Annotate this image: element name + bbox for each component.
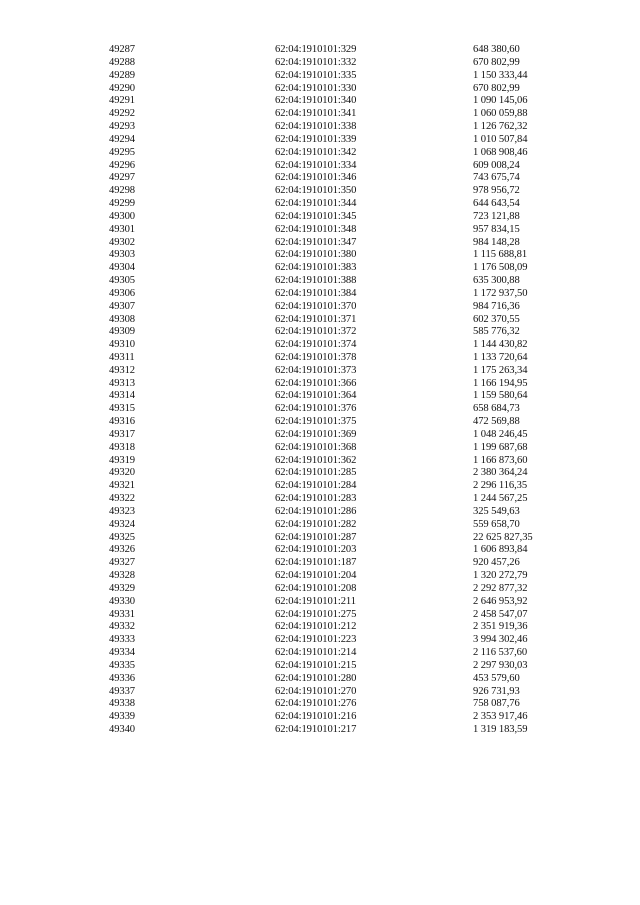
cadastral-number-cell: 62:04:1910101:371 bbox=[275, 313, 357, 325]
row-number-cell: 49299 bbox=[109, 198, 135, 210]
value-cell: 984 716,36 bbox=[473, 300, 520, 312]
cadastral-number-cell: 62:04:1910101:212 bbox=[275, 621, 357, 633]
value-cell: 1 150 333,44 bbox=[473, 69, 528, 81]
cadastral-number-cell: 62:04:1910101:338 bbox=[275, 121, 357, 133]
value-cell: 1 244 567,25 bbox=[473, 493, 528, 505]
row-number-cell: 49305 bbox=[109, 275, 135, 287]
value-cell: 1 176 508,09 bbox=[473, 262, 528, 274]
cadastral-number-cell: 62:04:1910101:376 bbox=[275, 403, 357, 415]
row-number-cell: 49329 bbox=[109, 582, 135, 594]
table-row bbox=[109, 467, 563, 480]
row-number-cell: 49290 bbox=[109, 82, 135, 94]
row-number-cell: 49338 bbox=[109, 698, 135, 710]
table-row bbox=[109, 326, 563, 339]
cadastral-number-cell: 62:04:1910101:369 bbox=[275, 428, 357, 440]
row-number-cell: 49308 bbox=[109, 313, 135, 325]
row-number-cell: 49294 bbox=[109, 133, 135, 145]
value-cell: 1 144 430,82 bbox=[473, 339, 528, 351]
table-row bbox=[109, 583, 563, 596]
cadastral-number-cell: 62:04:1910101:388 bbox=[275, 275, 357, 287]
value-cell: 1 126 762,32 bbox=[473, 121, 528, 133]
table-row bbox=[109, 378, 563, 391]
table-row bbox=[109, 608, 563, 621]
value-cell: 1 159 580,64 bbox=[473, 390, 528, 402]
row-number-cell: 49319 bbox=[109, 454, 135, 466]
value-cell: 1 606 893,84 bbox=[473, 544, 528, 556]
value-cell: 2 116 537,60 bbox=[473, 647, 528, 659]
cadastral-number-cell: 62:04:1910101:282 bbox=[275, 518, 357, 530]
row-number-cell: 49296 bbox=[109, 159, 135, 171]
row-number-cell: 49311 bbox=[109, 351, 135, 363]
table-row bbox=[109, 172, 563, 185]
table-row bbox=[109, 673, 563, 686]
row-number-cell: 49335 bbox=[109, 659, 135, 671]
row-number-cell: 49325 bbox=[109, 531, 135, 543]
cadastral-number-cell: 62:04:1910101:285 bbox=[275, 467, 357, 479]
row-number-cell: 49332 bbox=[109, 621, 135, 633]
cadastral-number-cell: 62:04:1910101:370 bbox=[275, 300, 357, 312]
value-cell: 2 292 877,32 bbox=[473, 582, 528, 594]
table-row bbox=[109, 301, 563, 314]
value-cell: 1 320 272,79 bbox=[473, 570, 528, 582]
value-cell: 2 458 547,07 bbox=[473, 608, 528, 620]
table-row bbox=[109, 634, 563, 647]
cadastral-number-cell: 62:04:1910101:270 bbox=[275, 685, 357, 697]
value-cell: 2 297 930,03 bbox=[473, 659, 528, 671]
row-number-cell: 49293 bbox=[109, 121, 135, 133]
table-row bbox=[109, 288, 563, 301]
row-number-cell: 49327 bbox=[109, 557, 135, 569]
cadastral-number-cell: 62:04:1910101:280 bbox=[275, 672, 357, 684]
cadastral-number-cell: 62:04:1910101:204 bbox=[275, 570, 357, 582]
row-number-cell: 49287 bbox=[109, 44, 135, 56]
value-cell: 472 569,88 bbox=[473, 416, 520, 428]
table-row bbox=[109, 224, 563, 237]
table-row bbox=[109, 647, 563, 660]
table-body bbox=[109, 44, 563, 737]
value-cell: 1 090 145,06 bbox=[473, 95, 528, 107]
value-cell: 723 121,88 bbox=[473, 210, 520, 222]
value-cell: 920 457,26 bbox=[473, 557, 520, 569]
cadastral-number-cell: 62:04:1910101:223 bbox=[275, 634, 357, 646]
row-number-cell: 49310 bbox=[109, 339, 135, 351]
value-cell: 2 296 116,35 bbox=[473, 480, 528, 492]
cadastral-number-cell: 62:04:1910101:287 bbox=[275, 531, 357, 543]
row-number-cell: 49309 bbox=[109, 326, 135, 338]
value-cell: 1 115 688,81 bbox=[473, 249, 528, 261]
row-number-cell: 49295 bbox=[109, 146, 135, 158]
table-row bbox=[109, 455, 563, 468]
cadastral-number-cell: 62:04:1910101:372 bbox=[275, 326, 357, 338]
value-cell: 2 351 919,36 bbox=[473, 621, 528, 633]
value-cell: 602 370,55 bbox=[473, 313, 520, 325]
row-number-cell: 49331 bbox=[109, 608, 135, 620]
value-cell: 1 133 720,64 bbox=[473, 351, 528, 363]
table-row bbox=[109, 519, 563, 532]
row-number-cell: 49288 bbox=[109, 56, 135, 68]
value-cell: 957 834,15 bbox=[473, 223, 520, 235]
table-row bbox=[109, 185, 563, 198]
row-number-cell: 49312 bbox=[109, 364, 135, 376]
value-cell: 1 068 908,46 bbox=[473, 146, 528, 158]
row-number-cell: 49302 bbox=[109, 236, 135, 248]
row-number-cell: 49316 bbox=[109, 416, 135, 428]
value-cell: 758 087,76 bbox=[473, 698, 520, 710]
cadastral-number-cell: 62:04:1910101:362 bbox=[275, 454, 357, 466]
row-number-cell: 49339 bbox=[109, 711, 135, 723]
table-row bbox=[109, 313, 563, 326]
row-number-cell: 49324 bbox=[109, 518, 135, 530]
table-row bbox=[109, 249, 563, 262]
table-row bbox=[109, 557, 563, 570]
row-number-cell: 49318 bbox=[109, 441, 135, 453]
row-number-cell: 49340 bbox=[109, 724, 135, 735]
value-cell: 2 646 953,92 bbox=[473, 595, 528, 607]
value-cell: 984 148,28 bbox=[473, 236, 520, 248]
table-row bbox=[109, 724, 563, 737]
row-number-cell: 49321 bbox=[109, 480, 135, 492]
row-number-cell: 49307 bbox=[109, 300, 135, 312]
table-row bbox=[109, 365, 563, 378]
cadastral-number-cell: 62:04:1910101:344 bbox=[275, 198, 357, 210]
value-cell: 1 060 059,88 bbox=[473, 108, 528, 120]
cadastral-number-cell: 62:04:1910101:208 bbox=[275, 582, 357, 594]
table-row bbox=[109, 159, 563, 172]
cadastral-number-cell: 62:04:1910101:350 bbox=[275, 185, 357, 197]
value-cell: 2 353 917,46 bbox=[473, 711, 528, 723]
table-row bbox=[109, 262, 563, 275]
cadastral-number-cell: 62:04:1910101:211 bbox=[275, 595, 356, 607]
row-number-cell: 49322 bbox=[109, 493, 135, 505]
table-row bbox=[109, 416, 563, 429]
row-number-cell: 49298 bbox=[109, 185, 135, 197]
value-cell: 609 008,24 bbox=[473, 159, 520, 171]
cadastral-number-cell: 62:04:1910101:214 bbox=[275, 647, 357, 659]
value-cell: 1 010 507,84 bbox=[473, 133, 528, 145]
value-cell: 1 175 263,34 bbox=[473, 364, 528, 376]
cadastral-number-cell: 62:04:1910101:384 bbox=[275, 287, 357, 299]
table-row bbox=[109, 390, 563, 403]
cadastral-number-cell: 62:04:1910101:345 bbox=[275, 210, 357, 222]
table-row bbox=[109, 544, 563, 557]
table-row bbox=[109, 339, 563, 352]
table-row bbox=[109, 108, 563, 121]
value-cell: 978 956,72 bbox=[473, 185, 520, 197]
table-row bbox=[109, 711, 563, 724]
cadastral-number-cell: 62:04:1910101:216 bbox=[275, 711, 357, 723]
value-cell: 926 731,93 bbox=[473, 685, 520, 697]
cadastral-number-cell: 62:04:1910101:335 bbox=[275, 69, 357, 81]
cadastral-number-cell: 62:04:1910101:284 bbox=[275, 480, 357, 492]
value-cell: 648 380,60 bbox=[473, 44, 520, 56]
table-row bbox=[109, 403, 563, 416]
row-number-cell: 49337 bbox=[109, 685, 135, 697]
table-row bbox=[109, 506, 563, 519]
row-number-cell: 49297 bbox=[109, 172, 135, 184]
row-number-cell: 49334 bbox=[109, 647, 135, 659]
value-cell: 22 625 827,35 bbox=[473, 531, 533, 543]
value-cell: 658 684,73 bbox=[473, 403, 520, 415]
cadastral-number-cell: 62:04:1910101:378 bbox=[275, 351, 357, 363]
table-row bbox=[109, 134, 563, 147]
value-cell: 1 048 246,45 bbox=[473, 428, 528, 440]
row-number-cell: 49333 bbox=[109, 634, 135, 646]
value-cell: 2 380 364,24 bbox=[473, 467, 528, 479]
value-cell: 1 166 194,95 bbox=[473, 377, 528, 389]
cadastral-number-cell: 62:04:1910101:275 bbox=[275, 608, 357, 620]
cadastral-number-cell: 62:04:1910101:203 bbox=[275, 544, 357, 556]
table-row bbox=[109, 570, 563, 583]
table-row bbox=[109, 685, 563, 698]
cadastral-number-cell: 62:04:1910101:340 bbox=[275, 95, 357, 107]
cadastral-number-cell: 62:04:1910101:217 bbox=[275, 724, 357, 735]
cadastral-number-cell: 62:04:1910101:341 bbox=[275, 108, 357, 120]
table-row bbox=[109, 352, 563, 365]
table-row bbox=[109, 493, 563, 506]
value-cell: 1 199 687,68 bbox=[473, 441, 528, 453]
value-cell: 670 802,99 bbox=[473, 56, 520, 68]
row-number-cell: 49292 bbox=[109, 108, 135, 120]
cadastral-number-cell: 62:04:1910101:187 bbox=[275, 557, 357, 569]
cadastral-number-cell: 62:04:1910101:334 bbox=[275, 159, 357, 171]
table-row bbox=[109, 70, 563, 83]
cadastral-number-cell: 62:04:1910101:375 bbox=[275, 416, 357, 428]
table-row bbox=[109, 211, 563, 224]
table-row bbox=[109, 660, 563, 673]
value-cell: 559 658,70 bbox=[473, 518, 520, 530]
row-number-cell: 49300 bbox=[109, 210, 135, 222]
table-row bbox=[109, 236, 563, 249]
cadastral-number-cell: 62:04:1910101:346 bbox=[275, 172, 357, 184]
value-cell: 1 319 183,59 bbox=[473, 724, 528, 735]
table-row bbox=[109, 698, 563, 711]
cadastral-number-cell: 62:04:1910101:347 bbox=[275, 236, 357, 248]
cadastral-number-cell: 62:04:1910101:283 bbox=[275, 493, 357, 505]
table-row bbox=[109, 621, 563, 634]
cadastral-number-cell: 62:04:1910101:339 bbox=[275, 133, 357, 145]
cadastral-number-cell: 62:04:1910101:286 bbox=[275, 505, 357, 517]
table-row bbox=[109, 198, 563, 211]
cadastral-number-cell: 62:04:1910101:329 bbox=[275, 44, 357, 56]
value-cell: 453 579,60 bbox=[473, 672, 520, 684]
cadastral-number-cell: 62:04:1910101:366 bbox=[275, 377, 357, 389]
value-cell: 743 675,74 bbox=[473, 172, 520, 184]
row-number-cell: 49289 bbox=[109, 69, 135, 81]
table-row bbox=[109, 442, 563, 455]
row-number-cell: 49313 bbox=[109, 377, 135, 389]
table-row bbox=[109, 429, 563, 442]
row-number-cell: 49291 bbox=[109, 95, 135, 107]
cadastral-number-cell: 62:04:1910101:342 bbox=[275, 146, 357, 158]
cadastral-number-cell: 62:04:1910101:330 bbox=[275, 82, 357, 94]
cadastral-number-cell: 62:04:1910101:383 bbox=[275, 262, 357, 274]
cadastral-number-cell: 62:04:1910101:380 bbox=[275, 249, 357, 261]
table-row bbox=[109, 275, 563, 288]
row-number-cell: 49320 bbox=[109, 467, 135, 479]
table-row bbox=[109, 531, 563, 544]
cadastral-number-cell: 62:04:1910101:368 bbox=[275, 441, 357, 453]
row-number-cell: 49328 bbox=[109, 570, 135, 582]
data-table bbox=[109, 44, 563, 737]
table-row bbox=[109, 121, 563, 134]
row-number-cell: 49314 bbox=[109, 390, 135, 402]
row-number-cell: 49323 bbox=[109, 505, 135, 517]
value-cell: 670 802,99 bbox=[473, 82, 520, 94]
cadastral-number-cell: 62:04:1910101:364 bbox=[275, 390, 357, 402]
row-number-cell: 49304 bbox=[109, 262, 135, 274]
row-number-cell: 49306 bbox=[109, 287, 135, 299]
cadastral-number-cell: 62:04:1910101:332 bbox=[275, 56, 357, 68]
table-row bbox=[109, 82, 563, 95]
row-number-cell: 49315 bbox=[109, 403, 135, 415]
value-cell: 325 549,63 bbox=[473, 505, 520, 517]
row-number-cell: 49330 bbox=[109, 595, 135, 607]
row-number-cell: 49336 bbox=[109, 672, 135, 684]
table-row bbox=[109, 95, 563, 108]
value-cell: 585 776,32 bbox=[473, 326, 520, 338]
value-cell: 644 643,54 bbox=[473, 198, 520, 210]
table-row bbox=[109, 596, 563, 609]
cadastral-number-cell: 62:04:1910101:374 bbox=[275, 339, 357, 351]
row-number-cell: 49326 bbox=[109, 544, 135, 556]
row-number-cell: 49303 bbox=[109, 249, 135, 261]
table-row bbox=[109, 57, 563, 70]
cadastral-number-cell: 62:04:1910101:373 bbox=[275, 364, 357, 376]
table-row bbox=[109, 44, 563, 57]
value-cell: 635 300,88 bbox=[473, 275, 520, 287]
cadastral-number-cell: 62:04:1910101:215 bbox=[275, 659, 357, 671]
value-cell: 1 172 937,50 bbox=[473, 287, 528, 299]
cadastral-number-cell: 62:04:1910101:276 bbox=[275, 698, 357, 710]
row-number-cell: 49317 bbox=[109, 428, 135, 440]
table-row bbox=[109, 480, 563, 493]
value-cell: 1 166 873,60 bbox=[473, 454, 528, 466]
table-row bbox=[109, 147, 563, 160]
value-cell: 3 994 302,46 bbox=[473, 634, 528, 646]
row-number-cell: 49301 bbox=[109, 223, 135, 235]
cadastral-number-cell: 62:04:1910101:348 bbox=[275, 223, 357, 235]
